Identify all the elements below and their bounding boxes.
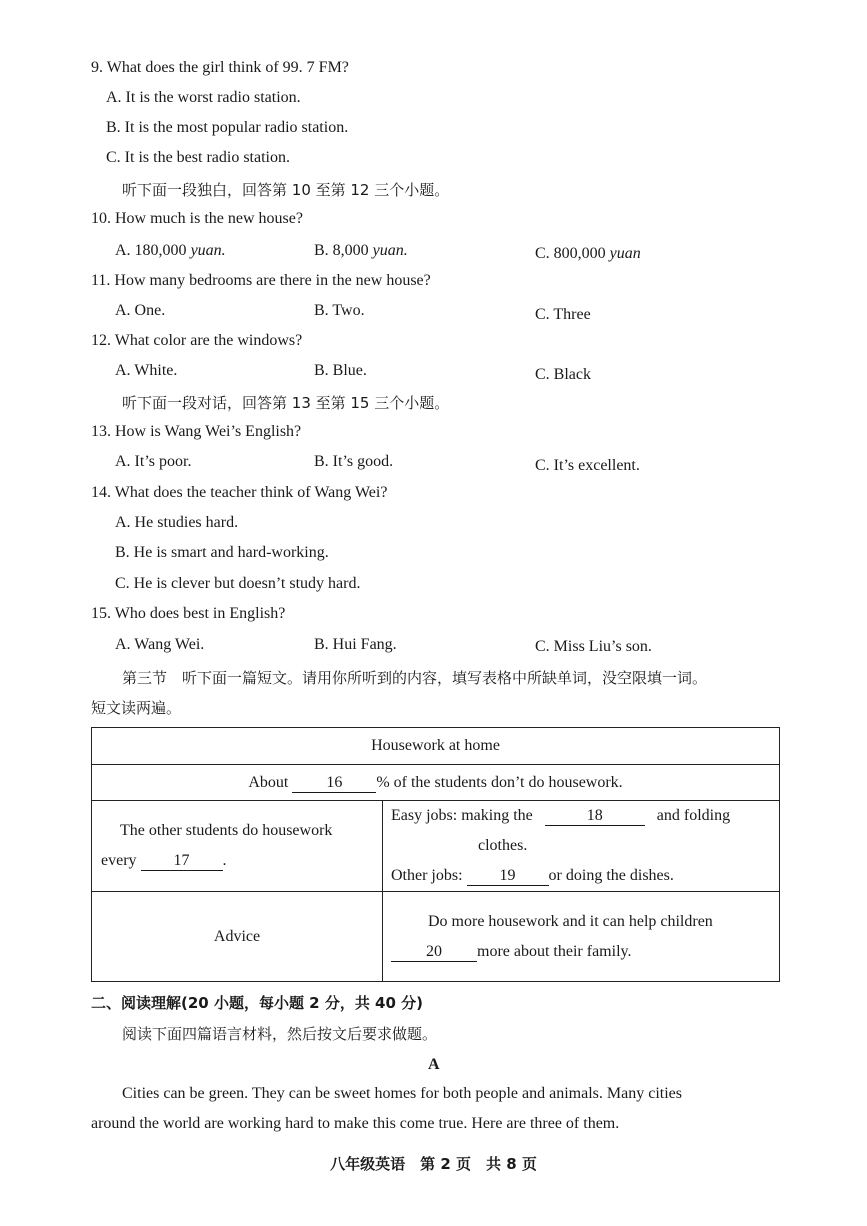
easy-jobs-cont: clothes. [478,837,528,854]
section-3-instruction-cont: 短文读两遍。 [91,699,182,717]
question-9-stem: 9. What does the girl think of 99. 7 FM? [91,59,349,76]
blank-17: 17 [141,852,223,871]
blank-20: 20 [391,943,477,962]
question-11-option-b: B. Two. [314,302,365,319]
question-12-option-a: A. White. [115,362,178,379]
question-12-option-c: C. Black [535,366,591,383]
easy-jobs-line: Easy jobs: making the 18 and folding [391,807,731,824]
question-15-option-c: C. Miss Liu’s son. [535,638,652,655]
blank-19: 19 [467,867,549,886]
question-15-stem: 15. Who does best in English? [91,605,286,622]
table-title: Housework at home [92,728,780,765]
advice-text-cont: 20 more about their family. [391,937,771,967]
table-row-percentage: About 16 % of the students don’t do housework. [92,765,780,801]
other-jobs-line: Other jobs: 19 or doing the dishes. [391,867,674,884]
question-10-option-b: B. 8,000 yuan. [314,242,408,259]
question-13-option-a: A. It’s poor. [115,453,192,470]
part-2-instruction: 阅读下面四篇语言材料，然后按文后要求做题。 [122,1025,438,1043]
question-11-stem: 11. How many bedrooms are there in the new house? [91,272,431,289]
passage-label: A [428,1056,440,1073]
instruction-10-12: 听下面一段独白，回答第 10 至第 12 三个小题。 [122,181,450,199]
other-students-every: every 17 . [101,852,227,869]
passage-line-2: around the world are working hard to make this come true. Here are three of them. [91,1115,620,1132]
question-9-option-a: A. It is the worst radio station. [106,89,301,106]
question-15-option-a: A. Wang Wei. [115,636,205,653]
blank-16: 16 [292,774,376,793]
question-15-option-b: B. Hui Fang. [314,636,397,653]
advice-label: Advice [92,892,383,982]
question-11-option-a: A. One. [115,302,166,319]
instruction-13-15: 听下面一段对话，回答第 13 至第 15 三个小题。 [122,394,450,412]
question-13-option-b: B. It’s good. [314,453,394,470]
table-cell-other-students [92,801,383,892]
question-11-option-c: C. Three [535,306,591,323]
question-14-option-b: B. He is smart and hard-working. [115,544,329,561]
question-10-stem: 10. How much is the new house? [91,210,303,227]
page-footer: 八年级英语 第 2 页 共 8 页 [330,1155,537,1173]
housework-table [91,727,780,982]
table-cell-jobs [383,801,780,892]
advice-text: Do more housework and it can help children [428,912,713,930]
part-2-heading: 二、阅读理解(20 小题，每小题 2 分，共 40 分) [91,994,424,1012]
question-10-option-a: A. 180,000 yuan. [115,242,226,259]
question-14-option-c: C. He is clever but doesn’t study hard. [115,575,361,592]
question-9-option-c: C. It is the best radio station. [106,149,290,166]
other-students-text: The other students do housework [120,822,333,839]
question-10-option-c: C. 800,000 yuan [535,245,641,262]
question-12-option-b: B. Blue. [314,362,367,379]
question-14-option-a: A. He studies hard. [115,514,239,531]
question-13-option-c: C. It’s excellent. [535,457,640,474]
section-3-instruction: 第三节 听下面一篇短文。请用你所听到的内容，填写表格中所缺单词，没空限填一词。 [122,669,708,687]
blank-18: 18 [545,807,645,826]
table-cell-advice [383,892,780,982]
question-13-stem: 13. How is Wang Wei’s English? [91,423,302,440]
question-9-option-b: B. It is the most popular radio station. [106,119,349,136]
passage-line-1: Cities can be green. They can be sweet homes for both people and animals. Many cities [122,1085,682,1102]
question-12-stem: 12. What color are the windows? [91,332,303,349]
question-14-stem: 14. What does the teacher think of Wang Wei? [91,484,388,501]
